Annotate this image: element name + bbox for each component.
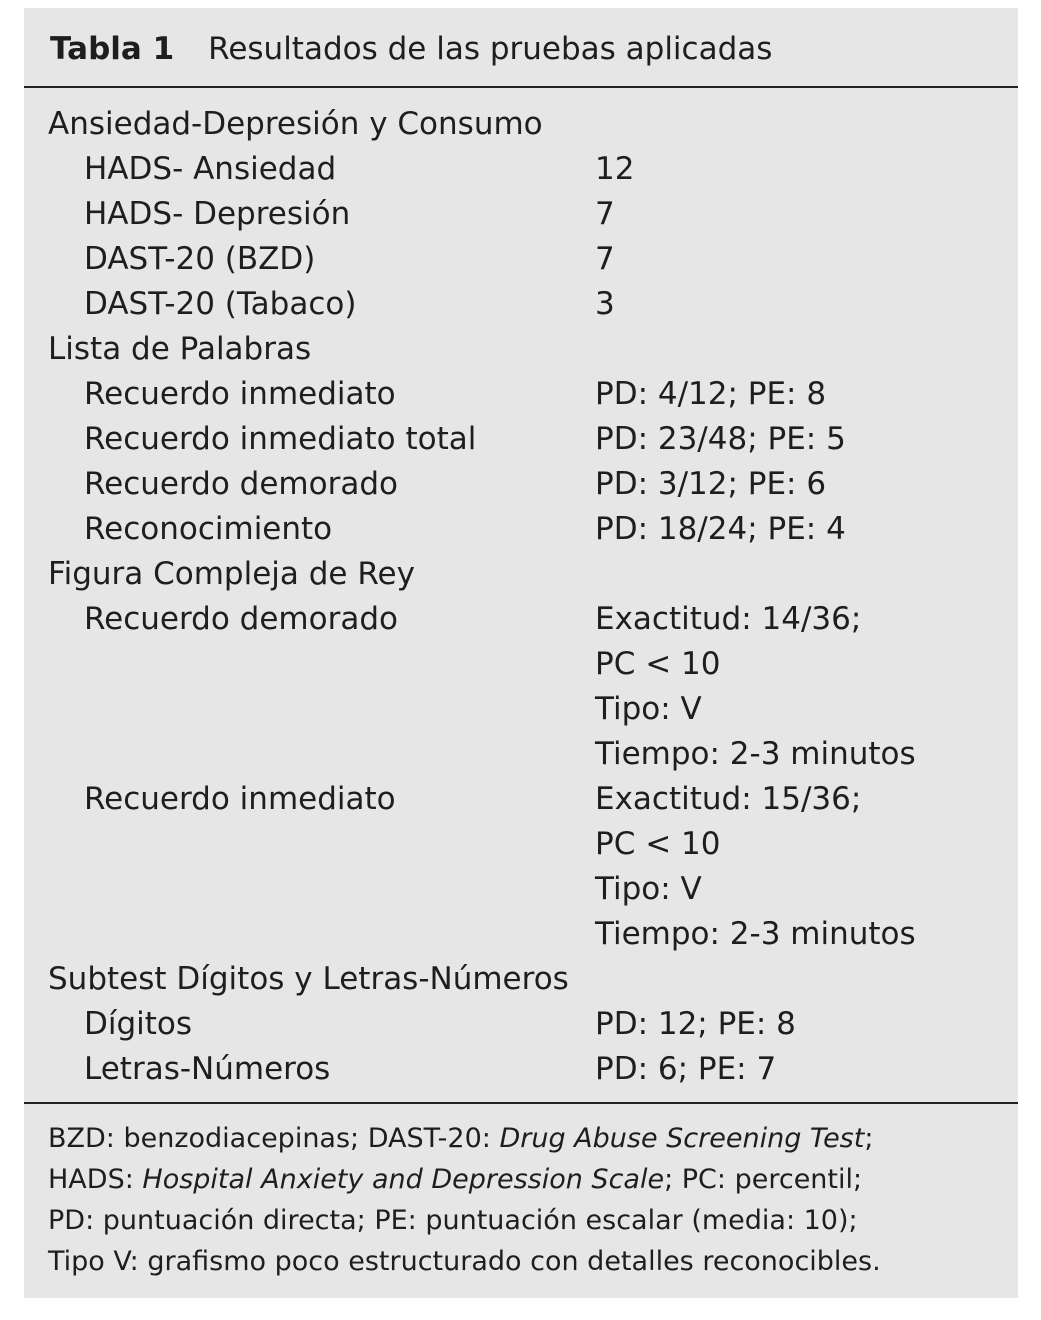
row-label: Reconocimiento — [84, 511, 333, 547]
footnote-line — [48, 1118, 998, 1159]
row-value: PD: 6; PE: 7 — [595, 1051, 777, 1087]
row-label: Dígitos — [84, 1006, 193, 1042]
row-label: Recuerdo inmediato — [84, 781, 396, 817]
table-row — [24, 462, 1018, 507]
section-header-row — [24, 957, 1018, 1002]
table-row — [24, 912, 1018, 957]
table-footnotes — [48, 1118, 998, 1282]
table-row — [24, 192, 1018, 237]
table-row — [24, 777, 1018, 822]
row-value: PD: 12; PE: 8 — [595, 1006, 796, 1042]
table-row — [24, 1002, 1018, 1047]
table-row — [24, 507, 1018, 552]
table-title: Resultados de las pruebas aplicadas — [208, 31, 773, 67]
table-panel — [24, 8, 1018, 1298]
row-value: PD: 23/48; PE: 5 — [595, 421, 846, 457]
footnote-text: ; PC: percentil; — [664, 1164, 863, 1195]
table-row — [24, 867, 1018, 912]
table-row — [24, 822, 1018, 867]
table-row — [24, 147, 1018, 192]
footnote-line: PD: puntuación directa; PE: puntuación escalar (media: 10); — [48, 1205, 858, 1236]
row-value: PD: 3/12; PE: 6 — [595, 466, 827, 502]
row-value: PD: 4/12; PE: 8 — [595, 376, 827, 412]
row-label: DAST-20 (Tabaco) — [84, 286, 357, 322]
table-row — [24, 642, 1018, 687]
section-title: Lista de Palabras — [48, 331, 312, 367]
footnote-line: Tipo V: grafismo poco estructurado con detalles reconocibles. — [48, 1246, 881, 1277]
footnote-text: BZD: benzodiacepinas; DAST-20: — [48, 1123, 500, 1154]
row-label: Recuerdo inmediato total — [84, 421, 477, 457]
table-row — [24, 687, 1018, 732]
section-header-row — [24, 327, 1018, 372]
footnote-text: ; — [864, 1123, 874, 1154]
table-row — [24, 732, 1018, 777]
table-row — [24, 282, 1018, 327]
footnote-italic-text: Drug Abuse Screening Test — [499, 1123, 865, 1154]
row-value: Exactitud: 15/36; — [595, 781, 862, 817]
row-label: HADS- Ansiedad — [84, 151, 337, 187]
section-header-row — [24, 102, 1018, 147]
row-value: Exactitud: 14/36; — [595, 601, 862, 637]
section-title: Figura Compleja de Rey — [48, 556, 415, 592]
table-row — [24, 1047, 1018, 1092]
row-label: Recuerdo demorado — [84, 466, 398, 502]
row-label: DAST-20 (BZD) — [84, 241, 316, 277]
footnote-italic-text: Hospital Anxiety and Depression Scale — [142, 1164, 665, 1195]
row-value: 12 — [595, 151, 635, 187]
table-number: Tabla 1 — [50, 31, 175, 67]
row-label: Recuerdo inmediato — [84, 376, 396, 412]
row-value: PD: 18/24; PE: 4 — [595, 511, 846, 547]
footnote-line — [48, 1159, 998, 1200]
section-title: Ansiedad-Depresión y Consumo — [48, 106, 543, 142]
table-row — [24, 597, 1018, 642]
row-label: Letras-Números — [84, 1051, 331, 1087]
row-label: Recuerdo demorado — [84, 601, 398, 637]
bottom-rule — [24, 1102, 1018, 1104]
table-caption — [50, 30, 772, 68]
row-value: 7 — [595, 241, 615, 277]
table-row — [24, 417, 1018, 462]
row-value: Tiempo: 2-3 minutos — [595, 736, 916, 772]
row-value: 3 — [595, 286, 615, 322]
row-value: 7 — [595, 196, 615, 232]
table-row — [24, 237, 1018, 282]
section-header-row — [24, 552, 1018, 597]
footnote-text: HADS: — [48, 1164, 143, 1195]
row-value: Tipo: V — [595, 691, 702, 727]
row-value: Tiempo: 2-3 minutos — [595, 916, 916, 952]
table-row — [24, 372, 1018, 417]
row-value: PC < 10 — [595, 646, 721, 682]
top-rule — [24, 86, 1018, 88]
row-value: Tipo: V — [595, 871, 702, 907]
row-value: PC < 10 — [595, 826, 721, 862]
table-body — [24, 102, 1018, 1092]
row-label: HADS- Depresión — [84, 196, 351, 232]
section-title: Subtest Dígitos y Letras-Números — [48, 961, 569, 997]
